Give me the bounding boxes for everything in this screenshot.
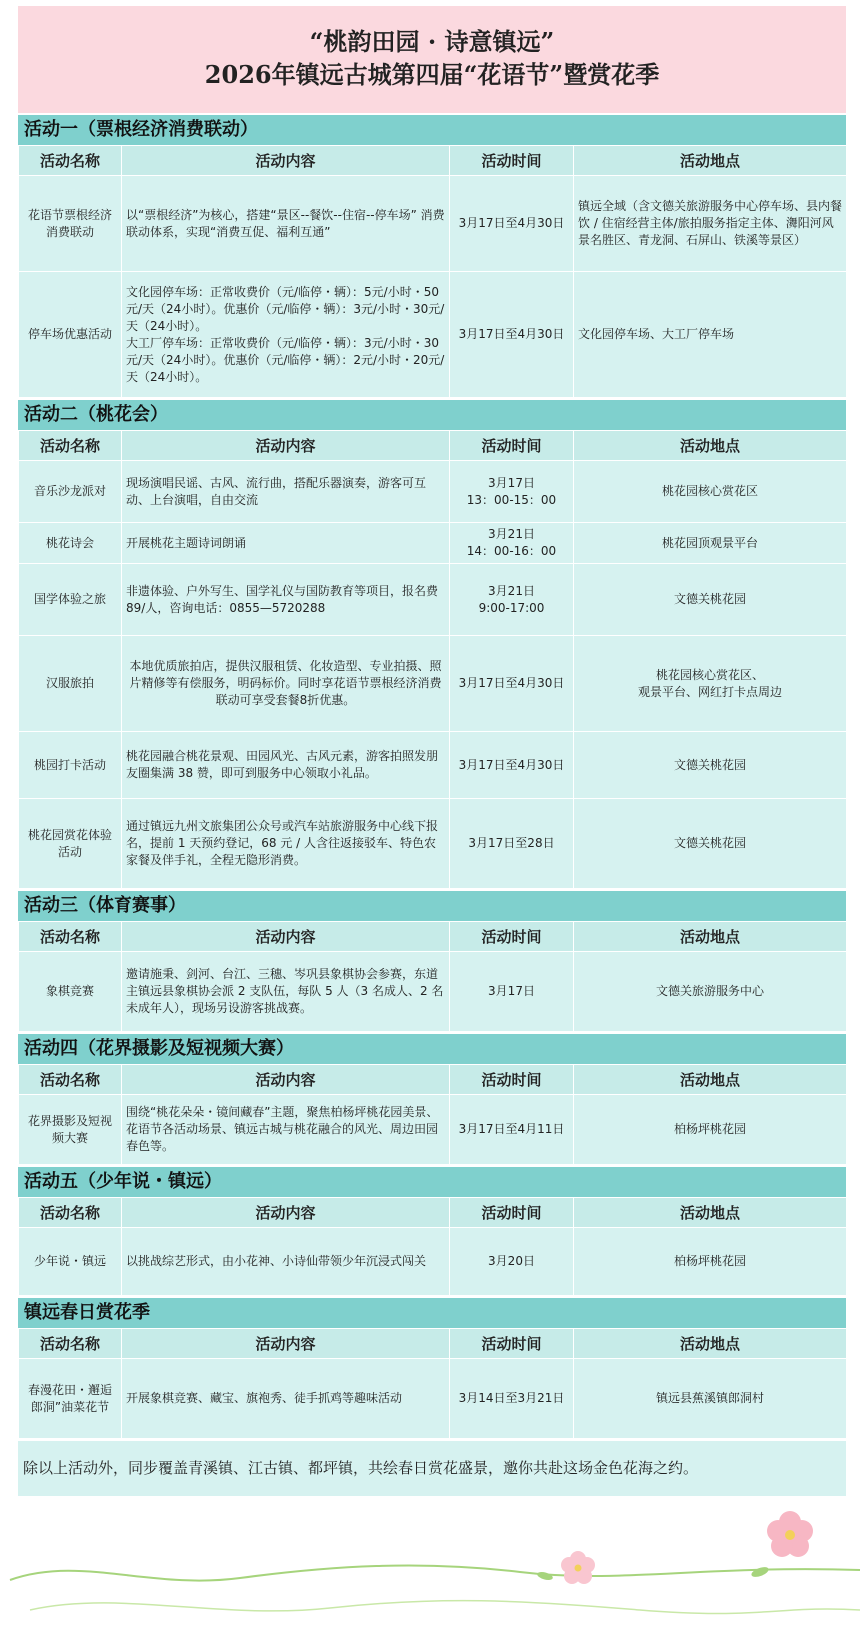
activity-table <box>18 1197 847 1296</box>
header-content: 活动内容 <box>122 922 450 952</box>
table-header-row <box>19 1198 847 1228</box>
header-time: 活动时间 <box>450 922 574 952</box>
table-row <box>19 732 847 799</box>
activity-tables <box>18 113 846 1496</box>
header-place: 活动地点 <box>574 431 847 461</box>
activity-table <box>18 1328 847 1439</box>
table-row <box>19 176 847 272</box>
activity-place: 柏杨坪桃花园 <box>574 1228 847 1296</box>
activity-content: 开展象棋竞赛、藏宝、旗袍秀、徒手抓鸡等趣味活动 <box>122 1359 450 1439</box>
activity-time: 3月17日至4月30日 <box>450 636 574 732</box>
header-name: 活动名称 <box>19 1065 122 1095</box>
activity-name: 象棋竞赛 <box>19 952 122 1032</box>
activity-place: 柏杨坪桃花园 <box>574 1095 847 1165</box>
header-place: 活动地点 <box>574 1065 847 1095</box>
header-name: 活动名称 <box>19 431 122 461</box>
activity-content: 邀请施秉、剑河、台江、三穗、岑巩县象棋协会参赛，东道主镇远县象棋协会派 2 支队伍，每队 5 人（3 名成人、2 名未成年人），现场另设游客挑战赛。 <box>122 952 450 1032</box>
activity-content: 以挑战综艺形式，由小花神、小诗仙带领少年沉浸式闯关 <box>122 1228 450 1296</box>
section-title: 活动二（桃花会） <box>18 398 846 430</box>
table-row <box>19 461 847 523</box>
activity-name: 花界摄影及短视频大赛 <box>19 1095 122 1165</box>
activity-name: 桃花诗会 <box>19 523 122 564</box>
activity-name: 音乐沙龙派对 <box>19 461 122 523</box>
activity-time: 3月17日 <box>450 952 574 1032</box>
decorative-vine <box>0 1460 865 1630</box>
activity-place: 镇远全域（含文德关旅游服务中心停车场、县内餐饮 / 住宿经营主体/旅拍服务指定主体、㵲阳河风景名胜区、青龙洞、石屏山、铁溪等景区） <box>574 176 847 272</box>
table-header-row <box>19 922 847 952</box>
activity-table <box>18 145 847 398</box>
activity-table <box>18 921 847 1032</box>
header-content: 活动内容 <box>122 1065 450 1095</box>
activity-table <box>18 430 847 889</box>
activity-name: 少年说・镇远 <box>19 1228 122 1296</box>
activity-time: 3月17日至28日 <box>450 799 574 889</box>
header-place: 活动地点 <box>574 146 847 176</box>
header-name: 活动名称 <box>19 146 122 176</box>
activity-table <box>18 1064 847 1165</box>
activity-place: 桃花园顶观景平台 <box>574 523 847 564</box>
table-row <box>19 272 847 398</box>
activity-time: 3月17日至4月30日 <box>450 272 574 398</box>
footer-note: 除以上活动外，同步覆盖青溪镇、江古镇、都坪镇，共绘春日赏花盛景，邀你共赴这场金色花海之约。 <box>18 1439 846 1496</box>
table-row <box>19 1359 847 1439</box>
activity-content: 本地优质旅拍店，提供汉服租赁、化妆造型、专业拍摄、照片精修等有偿服务，明码标价。同时享花语节票根经济消费联动可享受套餐8折优惠。 <box>122 636 450 732</box>
table-header-row <box>19 1065 847 1095</box>
activity-time: 3月20日 <box>450 1228 574 1296</box>
table-row <box>19 564 847 636</box>
header-place: 活动地点 <box>574 1329 847 1359</box>
activity-time: 3月14日至3月21日 <box>450 1359 574 1439</box>
header-time: 活动时间 <box>450 146 574 176</box>
header-time: 活动时间 <box>450 1329 574 1359</box>
table-row <box>19 1095 847 1165</box>
activity-content: 通过镇远九州文旅集团公众号或汽车站旅游服务中心线下报名，提前 1 天预约登记，68 元 / 人含往返接驳车、特色农家餐及伴手礼，全程无隐形消费。 <box>122 799 450 889</box>
header-place: 活动地点 <box>574 1198 847 1228</box>
activity-content: 围绕“桃花朵朵・镜间藏春”主题，聚焦柏杨坪桃花园美景、花语节各活动场景、镇远古城与桃花融合的风光、周边田园春色等。 <box>122 1095 450 1165</box>
activity-place: 镇远县蕉溪镇郎洞村 <box>574 1359 847 1439</box>
title-line-2: 2026年镇远古城第四届“花语节”暨赏花季 <box>204 60 660 89</box>
activity-place: 文德关桃花园 <box>574 564 847 636</box>
activity-name: 桃花园赏花体验活动 <box>19 799 122 889</box>
header-name: 活动名称 <box>19 1198 122 1228</box>
flower-icon <box>767 1511 813 1557</box>
activity-name: 汉服旅拍 <box>19 636 122 732</box>
header-name: 活动名称 <box>19 1329 122 1359</box>
activity-content: 开展桃花主题诗词朗诵 <box>122 523 450 564</box>
page-header <box>18 6 846 113</box>
header-time: 活动时间 <box>450 1198 574 1228</box>
table-row <box>19 799 847 889</box>
table-header-row <box>19 146 847 176</box>
section-title: 活动五（少年说・镇远） <box>18 1165 846 1197</box>
section-title: 活动四（花界摄影及短视频大赛） <box>18 1032 846 1064</box>
table-row <box>19 523 847 564</box>
activity-time: 3月17日至4月11日 <box>450 1095 574 1165</box>
header-content: 活动内容 <box>122 1329 450 1359</box>
activity-place: 桃花园核心赏花区、 观景平台、网红打卡点周边 <box>574 636 847 732</box>
flower-icon <box>561 1551 595 1584</box>
header-place: 活动地点 <box>574 922 847 952</box>
activity-place: 文德关桃花园 <box>574 799 847 889</box>
activity-time: 3月21日 9:00-17:00 <box>450 564 574 636</box>
activity-time: 3月17日至4月30日 <box>450 176 574 272</box>
activity-content: 现场演唱民谣、古风、流行曲，搭配乐器演奏，游客可互动、上台演唱，自由交流 <box>122 461 450 523</box>
header-content: 活动内容 <box>122 431 450 461</box>
activity-time: 3月17日至4月30日 <box>450 732 574 799</box>
table-row <box>19 1228 847 1296</box>
header-time: 活动时间 <box>450 1065 574 1095</box>
table-header-row <box>19 431 847 461</box>
activity-name: 花语节票根经济消费联动 <box>19 176 122 272</box>
activity-place: 文德关旅游服务中心 <box>574 952 847 1032</box>
header-content: 活动内容 <box>122 146 450 176</box>
title-line-1: “桃韵田园 · 诗意镇远” <box>309 27 555 56</box>
section-title: 活动三（体育赛事） <box>18 889 846 921</box>
header-content: 活动内容 <box>122 1198 450 1228</box>
header-name: 活动名称 <box>19 922 122 952</box>
activity-place: 文德关桃花园 <box>574 732 847 799</box>
section-title: 活动一（票根经济消费联动） <box>18 113 846 145</box>
section-title: 镇远春日赏花季 <box>18 1296 846 1328</box>
activity-name: 国学体验之旅 <box>19 564 122 636</box>
activity-place: 文化园停车场、大工厂停车场 <box>574 272 847 398</box>
activity-time: 3月21日 14：00-16：00 <box>450 523 574 564</box>
table-row <box>19 952 847 1032</box>
activity-name: 春漫花田・邂逅郎洞”油菜花节 <box>19 1359 122 1439</box>
table-row <box>19 636 847 732</box>
activity-time: 3月17日 13：00-15：00 <box>450 461 574 523</box>
activity-name: 停车场优惠活动 <box>19 272 122 398</box>
activity-content: 非遗体验、户外写生、国学礼仪与国防教育等项目，报名费89/人，咨询电话：0855—5720288 <box>122 564 450 636</box>
activity-content: 文化园停车场：正常收费价（元/临停・辆）：5元/小时・50元/天（24小时）。优惠价（元/临停・辆）：3元/小时・30元/天（24小时）。 大工厂停车场：正常收费价（元/临停・辆）：3元/小时・30元/天（24小时）。优惠价（元/临停・辆）：2元/小时・20元/天（24小时）。 <box>122 272 450 398</box>
activity-place: 桃花园核心赏花区 <box>574 461 847 523</box>
header-time: 活动时间 <box>450 431 574 461</box>
activity-content: 桃花园融合桃花景观、田园风光、古风元素，游客拍照发朋友圈集满 38 赞，即可到服务中心领取小礼品。 <box>122 732 450 799</box>
activity-content: 以“票根经济”为核心，搭建“景区--餐饮--住宿--停车场” 消费联动体系，实现“消费互促、福利互通” <box>122 176 450 272</box>
activity-name: 桃园打卡活动 <box>19 732 122 799</box>
table-header-row <box>19 1329 847 1359</box>
